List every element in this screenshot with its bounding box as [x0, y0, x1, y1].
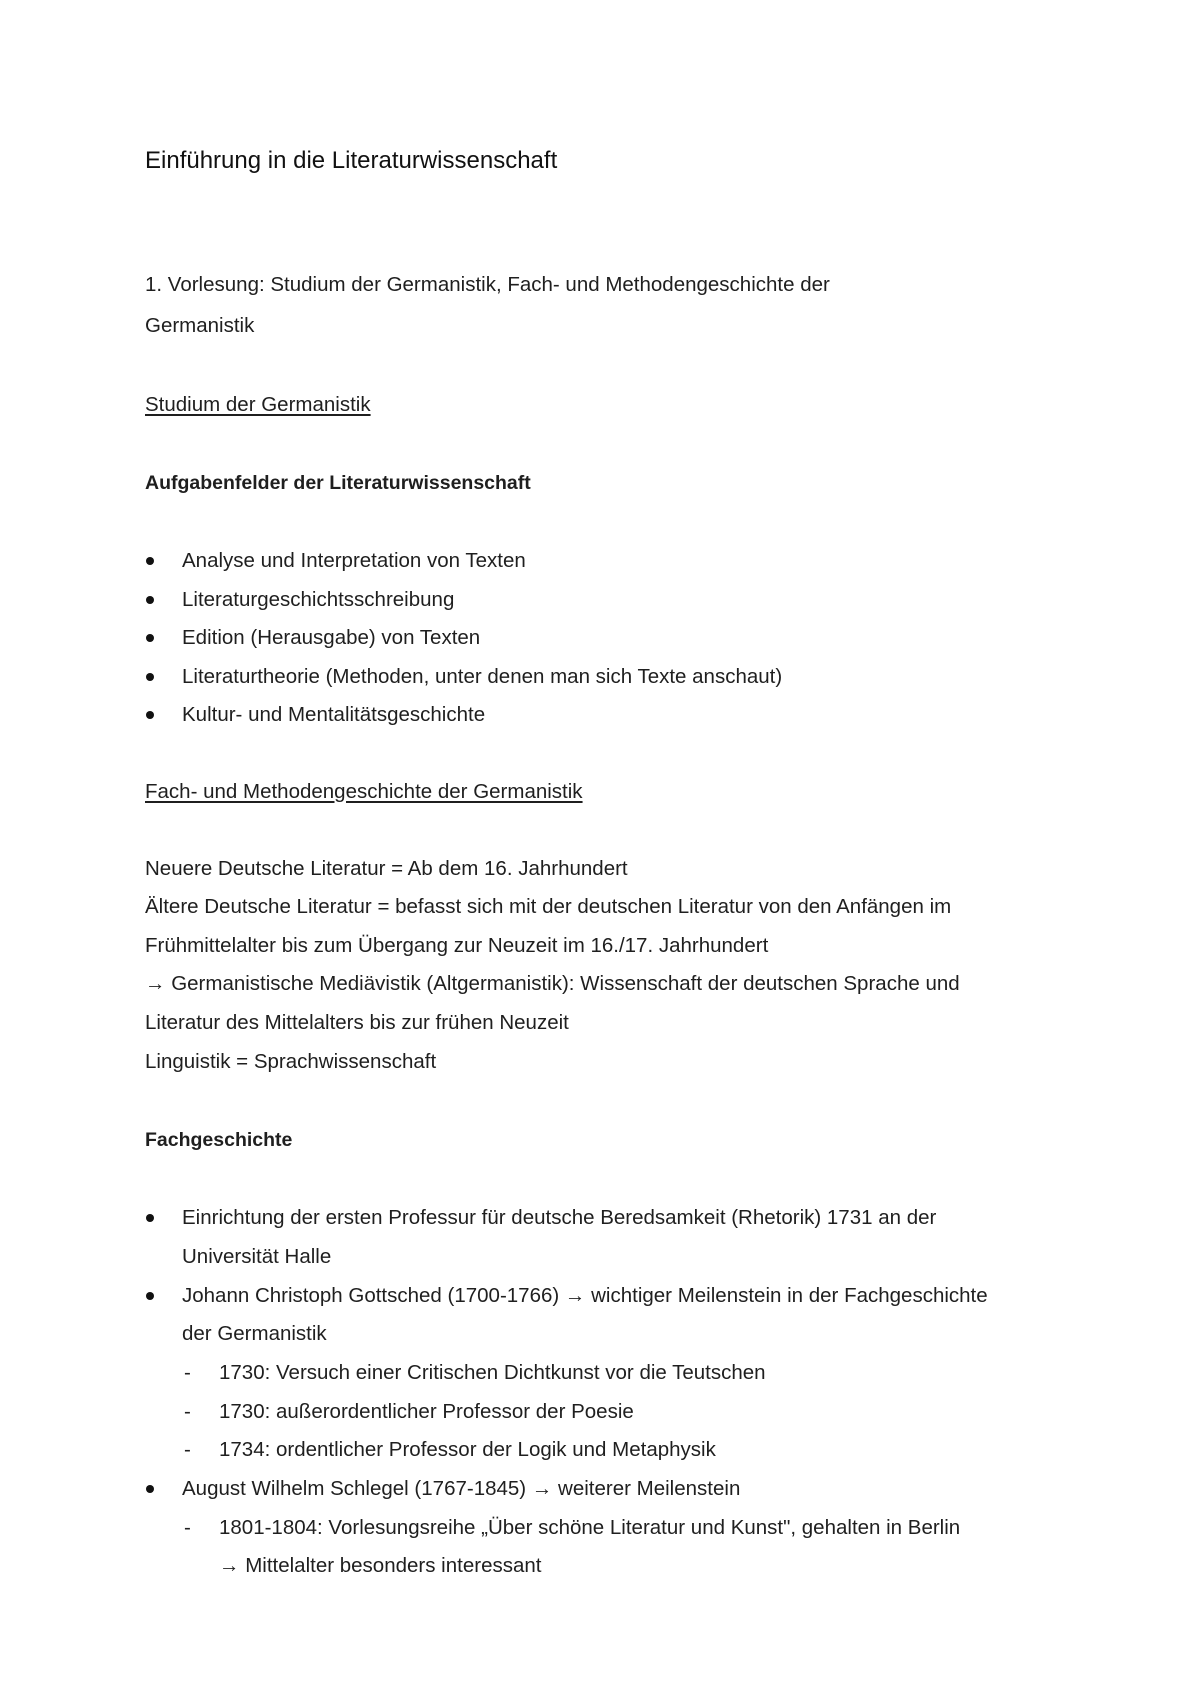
definition-linguistik: Linguistik = Sprachwissenschaft — [145, 1050, 437, 1073]
sub-list-item: 1734: ordentlicher Professor der Logik und Metaphysik — [219, 1438, 716, 1461]
dash-marker: - — [184, 1516, 191, 1539]
section-heading-methoden: Fach- und Methodengeschichte der Germanistik — [145, 780, 583, 803]
definition-mediaevistik-line-1 — [145, 972, 960, 996]
bullet-icon — [146, 673, 154, 681]
schlegel-sub-note: Mittelalter besonders interessant — [245, 1554, 542, 1577]
history-item-1-line-1: Einrichtung der ersten Professur für deutsche Beredsamkeit (Rhetorik) 1731 an der — [182, 1206, 937, 1229]
history-item-3 — [182, 1477, 740, 1501]
history-heading: Fachgeschichte — [145, 1129, 293, 1151]
dash-marker: - — [184, 1361, 191, 1384]
section-heading-studium: Studium der Germanistik — [145, 393, 371, 416]
definition-ndl: Neuere Deutsche Literatur = Ab dem 16. Jahrhundert — [145, 857, 628, 880]
schlegel-note: weiterer Meilenstein — [558, 1477, 741, 1500]
dash-marker: - — [184, 1438, 191, 1461]
list-item: Edition (Herausgabe) von Texten — [182, 626, 481, 649]
history-item-1-line-2: Universität Halle — [182, 1245, 332, 1268]
definition-adl-line-1: Ältere Deutsche Literatur = befasst sich mit der deutschen Literatur von den Anfängen im — [145, 895, 952, 918]
list-item: Kultur- und Mentalitätsgeschichte — [182, 703, 486, 726]
bullet-icon — [146, 1214, 154, 1222]
bullet-icon — [146, 634, 154, 642]
history-item-2-line-2: der Germanistik — [182, 1322, 327, 1345]
dash-marker: - — [184, 1400, 191, 1423]
schlegel-name: August Wilhelm Schlegel (1767-1845) — [182, 1477, 527, 1500]
history-item-2-line-1 — [182, 1284, 988, 1308]
bullet-icon — [146, 1292, 154, 1300]
lecture-title-line-1: 1. Vorlesung: Studium der Germanistik, Fach- und Methodengeschichte der — [145, 273, 830, 296]
document-title: Einführung in die Literaturwissenschaft — [145, 147, 558, 174]
sub-list-item: 1730: außerordentlicher Professor der Poesie — [219, 1400, 634, 1423]
bullet-icon — [146, 596, 154, 604]
list-item: Literaturtheorie (Methoden, unter denen man sich Texte anschaut) — [182, 665, 783, 688]
arrow-right-icon: → — [564, 1284, 586, 1307]
arrow-right-icon: → — [219, 1554, 240, 1577]
tasks-heading: Aufgabenfelder der Literaturwissenschaft — [145, 472, 531, 494]
definition-adl-line-2: Frühmittelalter bis zum Übergang zur Neuzeit im 16./17. Jahrhundert — [145, 934, 769, 957]
bullet-icon — [146, 711, 154, 719]
bullet-icon — [146, 557, 154, 565]
arrow-right-icon: → — [531, 1477, 553, 1500]
sub-list-item-continuation — [219, 1554, 541, 1578]
bullet-icon — [146, 1485, 154, 1493]
definition-mediaevistik-line-2: Literatur des Mittelalters bis zur frühen Neuzeit — [145, 1011, 569, 1034]
lecture-title-line-2: Germanistik — [145, 314, 255, 337]
gottsched-note: wichtiger Meilenstein in der Fachgeschichte — [591, 1284, 988, 1307]
sub-list-item: 1801-1804: Vorlesungsreihe „Über schöne Literatur und Kunst", gehalten in Berlin — [219, 1516, 961, 1539]
gottsched-name: Johann Christoph Gottsched (1700-1766) — [182, 1284, 560, 1307]
sub-list-item: 1730: Versuch einer Critischen Dichtkunst vor die Teutschen — [219, 1361, 766, 1384]
definition-mediaevistik-text: Germanistische Mediävistik (Altgermanistik): Wissenschaft der deutschen Sprache und — [171, 972, 960, 995]
list-item: Analyse und Interpretation von Texten — [182, 549, 526, 572]
list-item: Literaturgeschichtsschreibung — [182, 588, 455, 611]
arrow-right-icon: → — [145, 972, 166, 995]
